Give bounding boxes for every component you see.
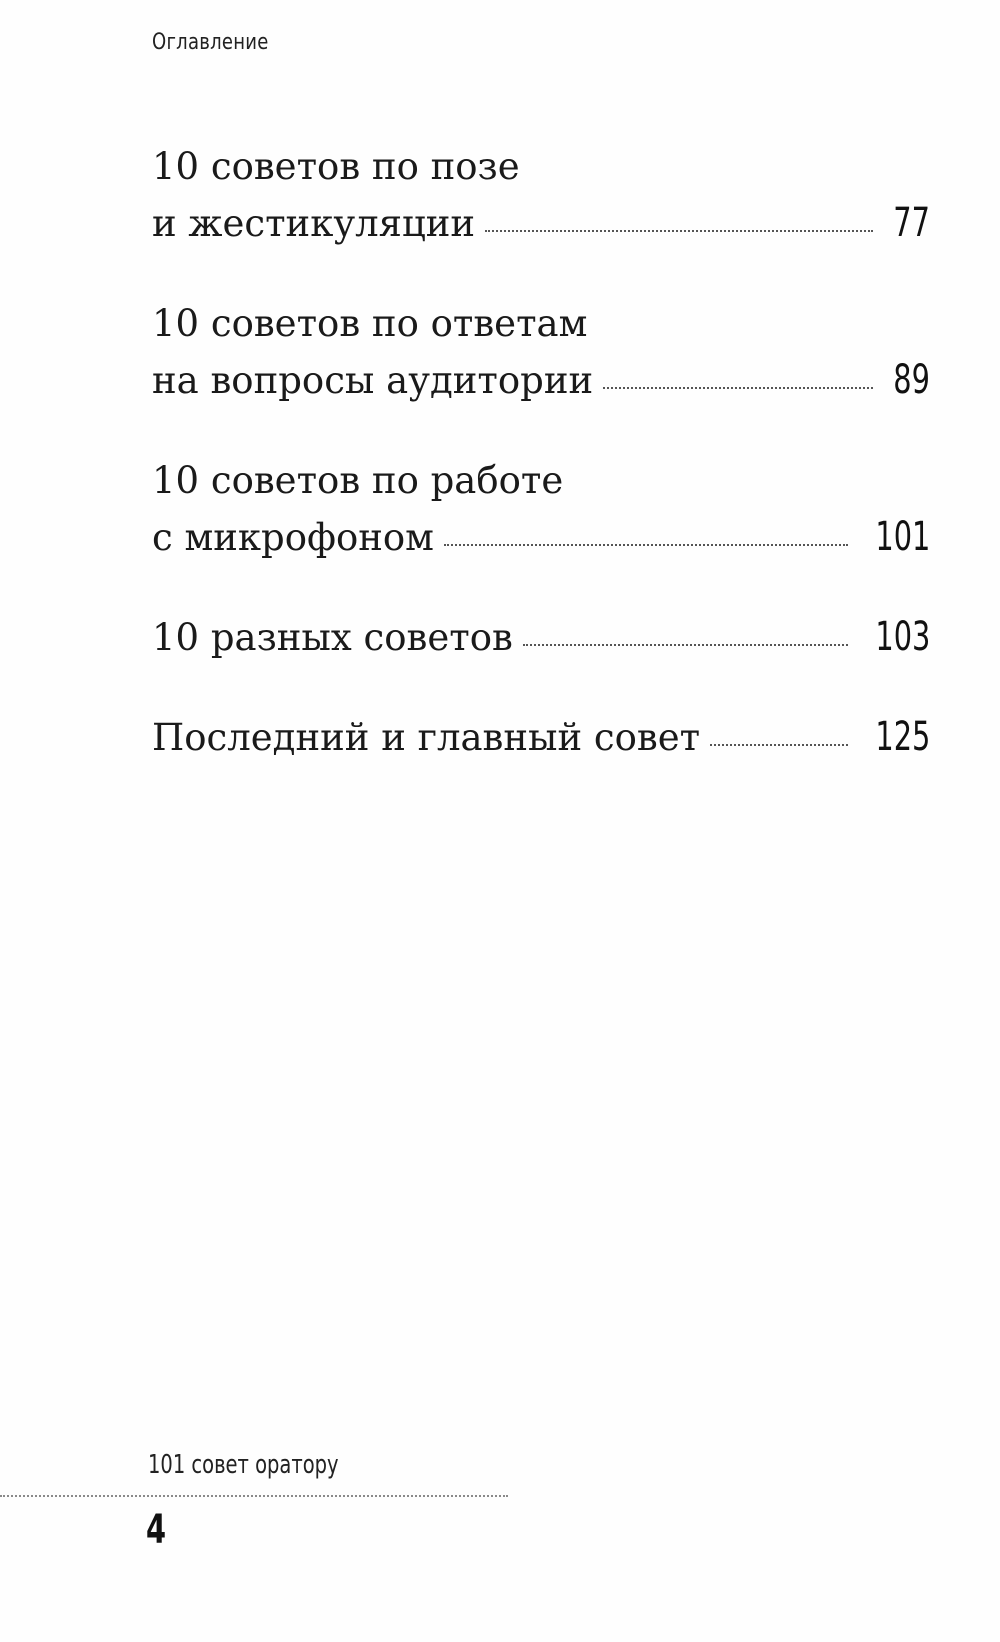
- toc-entry[interactable]: [152, 295, 930, 409]
- toc-entry-title: 10 разных советов: [152, 616, 513, 659]
- dot-leader: [485, 230, 873, 232]
- toc-page-number: 89: [893, 357, 930, 403]
- toc-entry-title-line2: и жестикуляции: [152, 202, 476, 245]
- toc-entry-title-line2: с микрофоном: [152, 516, 434, 559]
- table-of-contents: [152, 138, 930, 809]
- dot-leader: [523, 644, 848, 646]
- toc-page-number: 103: [875, 614, 930, 660]
- page-number: 4: [146, 1507, 167, 1553]
- toc-entry-title-line1: 10 советов по ответам: [152, 302, 588, 345]
- toc-entry-title-line2: на вопросы аудитории: [152, 359, 594, 402]
- footer-divider: [0, 1495, 508, 1497]
- toc-entry[interactable]: [152, 609, 930, 666]
- toc-entry-title-line1: 10 советов по работе: [152, 459, 564, 502]
- toc-page-number: 101: [875, 514, 930, 560]
- toc-page-number: 125: [875, 714, 930, 760]
- toc-entry[interactable]: [152, 138, 930, 252]
- dot-leader: [710, 744, 848, 746]
- toc-entry[interactable]: [152, 709, 930, 766]
- running-head: Оглавление: [152, 30, 269, 55]
- toc-page-number: 77: [893, 200, 930, 246]
- toc-entry[interactable]: [152, 452, 930, 566]
- toc-entry-title: Последний и главный совет: [152, 716, 701, 759]
- dot-leader: [603, 387, 873, 389]
- dot-leader: [444, 544, 848, 546]
- footer-book-title: 101 совет оратору: [148, 1450, 339, 1480]
- toc-entry-title-line1: 10 советов по позе: [152, 145, 520, 188]
